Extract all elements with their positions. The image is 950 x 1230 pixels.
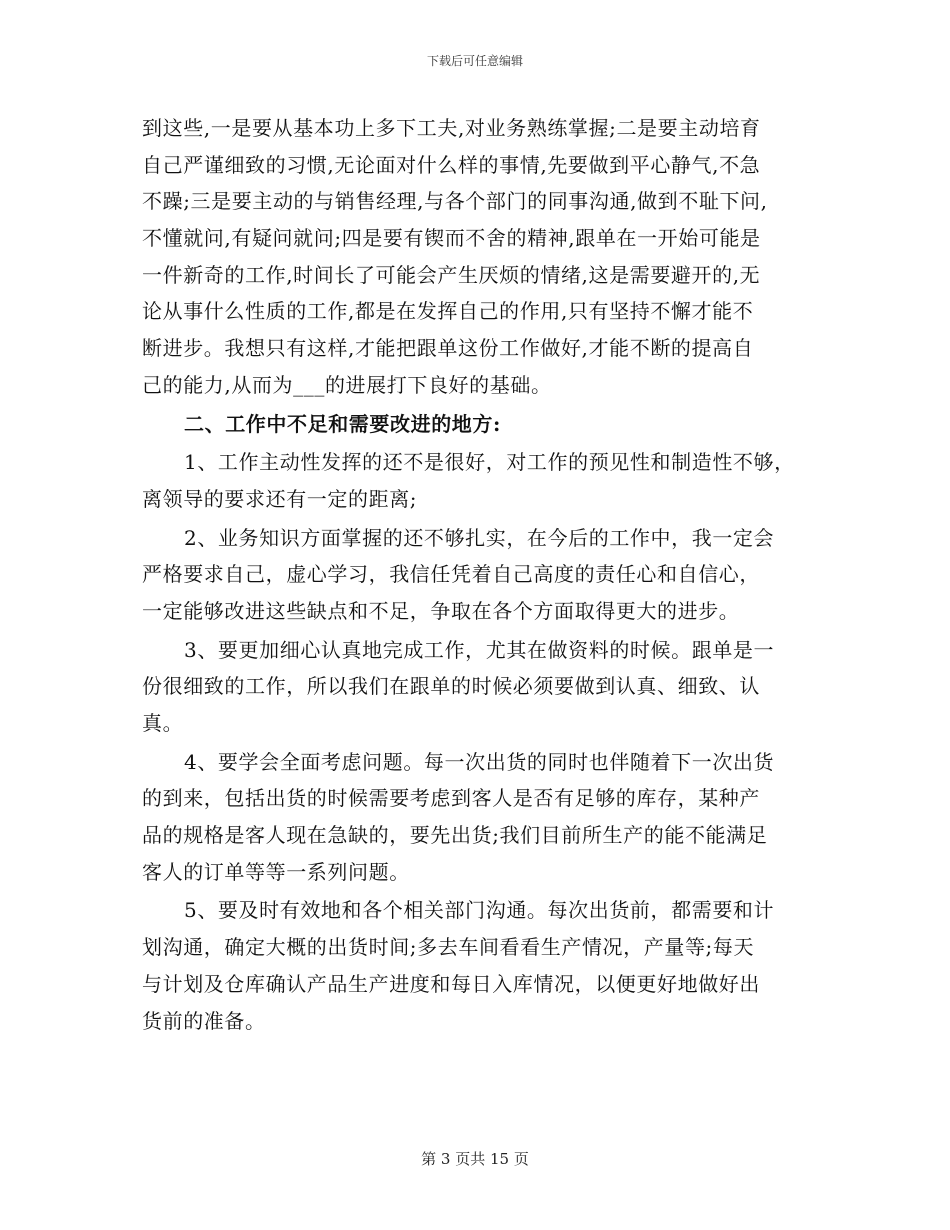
text-line: 一定能够改进这些缺点和不足，争取在各个方面取得更大的进步。: [142, 598, 740, 623]
text-line: 货前的准备。: [142, 1008, 266, 1033]
text-line: 品的规格是客人现在急缺的，要先出货;我们目前所生产的能不能满足: [142, 823, 768, 848]
page-header: 下载后可任意编辑: [426, 54, 523, 68]
page-footer: 第 3 页共 15 页: [421, 1150, 529, 1168]
text-line: 己的能力,从而为___的进展打下良好的基础。: [142, 372, 552, 397]
document-body: [142, 110, 822, 1039]
section-heading: 二、工作中不足和需要改进的地方:: [184, 411, 501, 436]
text-line: 严格要求自己，虚心学习，我信任凭着自己高度的责任心和自信心，: [142, 562, 760, 587]
text-line: 5、要及时有效地和各个相关部门沟通。每次出货前，都需要和计: [184, 898, 775, 923]
text-line: 客人的订单等等一系列问题。: [142, 859, 410, 884]
paragraph-item-5: [142, 892, 822, 1039]
paragraph-item-3: [142, 632, 822, 742]
paragraph-item-1: [142, 444, 822, 517]
text-line: 2、业务知识方面掌握的还不够扎实，在今后的工作中，我一定会: [184, 525, 775, 550]
paragraph-continuation: [142, 110, 822, 404]
text-line: 3、要更加细心认真地完成工作，尤其在做资料的时候。跟单是一: [184, 637, 775, 662]
text-line: 到这些,一是要从基本功上多下工夫,对业务熟练掌握;二是要主动培育: [142, 116, 761, 140]
paragraph-item-4: [142, 744, 822, 891]
text-line: 论从事什么性质的工作,都是在发挥自己的作用,只有坚持不懈才能不: [142, 299, 754, 324]
text-line: 一件新奇的工作,时间长了可能会产生厌烦的情绪,这是需要避开的,无: [142, 262, 761, 287]
text-line: 不懂就问,有疑问就问;四是要有锲而不舍的精神,跟单在一开始可能是: [142, 226, 761, 251]
text-line: 与计划及仓库确认产品生产进度和每日入库情况，以便更好地做好出: [142, 971, 760, 996]
text-line: 断进步。我想只有这样,才能把跟单这份工作做好,才能不断的提高自: [142, 336, 754, 361]
text-line: 4、要学会全面考虑问题。每一次出货的同时也伴随着下一次出货: [184, 749, 775, 774]
paragraph-item-2: [142, 520, 822, 630]
text-line: 不躁;三是要主动的与销售经理,与各个部门的同事沟通,做到不耻下问,: [142, 189, 768, 214]
text-line: 离领导的要求还有一定的距离;: [142, 486, 418, 511]
text-line: 1、工作主动性发挥的还不是很好，对工作的预见性和制造性不够，: [184, 450, 795, 475]
text-line: 划沟通，确定大概的出货时间;多去车间看看生产情况，产量等;每天: [142, 935, 755, 960]
text-line: 的到来，包括出货的时候需要考虑到客人是否有足够的库存，某种产: [142, 786, 760, 811]
text-line: 自己严谨细致的习惯,无论面对什么样的事情,先要做到平心静气,不急: [142, 152, 761, 177]
text-line: 真。: [142, 711, 184, 735]
text-line: 份很细致的工作，所以我们在跟单的时候必须要做到认真、细致、认: [142, 674, 760, 699]
